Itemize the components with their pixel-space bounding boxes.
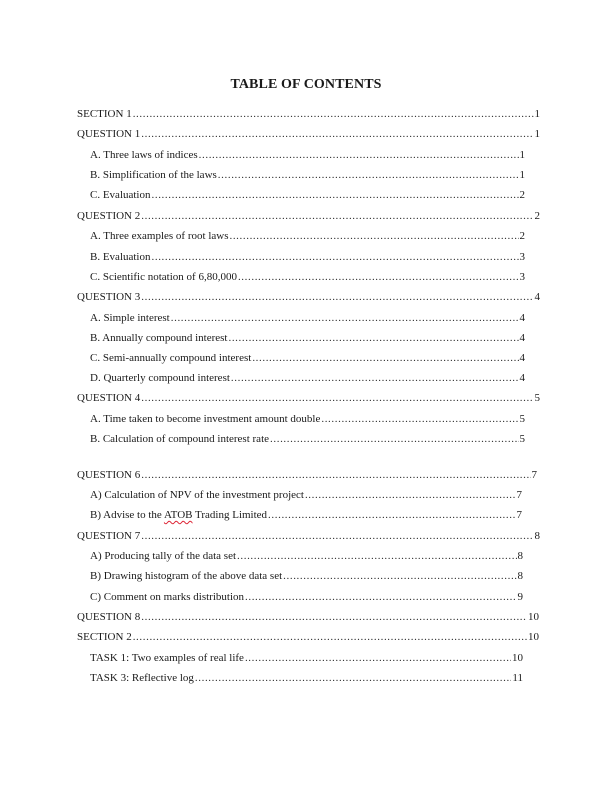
toc-page: 5: [519, 413, 525, 425]
toc-label: QUESTION 3: [77, 291, 141, 303]
toc-page: 5: [519, 433, 525, 445]
toc-page: 4: [519, 312, 525, 324]
toc-label: TASK 1: Two examples of real life: [90, 652, 244, 664]
toc-entry-question-6[interactable]: [77, 466, 537, 484]
toc-entry-q4-b[interactable]: [90, 430, 525, 448]
toc-page: 5: [534, 392, 540, 404]
toc-label: A) Producing tally of the data set: [90, 550, 237, 562]
toc-label: SECTION 1: [77, 108, 132, 120]
toc-label: B) Advise to the ATOB Trading Limited: [90, 509, 268, 521]
toc-page: 10: [528, 631, 539, 643]
toc-label: QUESTION 6: [77, 469, 141, 481]
toc-page: 2: [519, 189, 525, 201]
toc-page: 1: [519, 169, 525, 181]
toc-label: SECTION 2: [77, 631, 132, 643]
toc-entry-task-3[interactable]: [90, 669, 523, 687]
toc-page: 8: [517, 570, 523, 582]
toc-page: 9: [517, 591, 523, 603]
toc-page: 4: [519, 332, 525, 344]
toc-entry-question-7[interactable]: [77, 527, 540, 545]
toc-page: 4: [534, 291, 540, 303]
toc-entry-q7-c[interactable]: [90, 588, 523, 606]
toc-entry-q4-a[interactable]: [90, 410, 525, 428]
toc-page: 4: [519, 352, 525, 364]
toc-page: 1: [534, 128, 540, 140]
toc-page: 10: [528, 611, 539, 623]
toc-label: A. Three examples of root laws: [90, 230, 229, 242]
toc-label: B. Simplification of the laws: [90, 169, 217, 181]
toc-label: B. Evaluation: [90, 251, 151, 263]
toc-entry-q3-c[interactable]: [90, 349, 525, 367]
toc-page: 8: [517, 550, 523, 562]
toc-entry-question-1[interactable]: [77, 125, 540, 143]
toc-entry-q2-c[interactable]: [90, 268, 525, 286]
toc-label: A. Simple interest: [90, 312, 170, 324]
toc-label: D. Quarterly compound interest: [90, 372, 230, 384]
toc-entry-question-8[interactable]: [77, 608, 539, 626]
toc-page: 1: [519, 149, 525, 161]
toc-label: TASK 3: Reflective log: [90, 672, 194, 684]
toc-entry-q1-c[interactable]: [90, 186, 525, 204]
toc-entry-q6-b[interactable]: [90, 506, 522, 524]
toc-entry-q1-b[interactable]: [90, 166, 525, 184]
toc-label: B) Drawing histogram of the above data set: [90, 570, 283, 582]
toc-page: 7: [516, 489, 522, 501]
toc-entry-q7-b[interactable]: [90, 567, 523, 585]
toc-entry-q7-a[interactable]: [90, 547, 523, 565]
toc-label: A) Calculation of NPV of the investment project: [90, 489, 304, 501]
toc-entry-section-1[interactable]: [77, 105, 540, 123]
toc-label: QUESTION 8: [77, 611, 141, 623]
toc-page: 3: [519, 271, 525, 283]
toc-label: B. Annually compound interest: [90, 332, 228, 344]
toc-page: 10: [512, 652, 523, 664]
page-title: TABLE OF CONTENTS: [230, 77, 382, 92]
toc-page: 3: [519, 251, 525, 263]
toc-page: 7: [516, 509, 522, 521]
toc-entry-q3-a[interactable]: [90, 309, 525, 327]
toc-label: QUESTION 2: [77, 210, 141, 222]
toc-label: C) Comment on marks distribution: [90, 591, 244, 603]
toc-label: QUESTION 7: [77, 530, 141, 542]
toc-label: QUESTION 1: [77, 128, 141, 140]
toc-label: C. Evaluation: [90, 189, 151, 201]
toc-entry-q3-b[interactable]: [90, 329, 525, 347]
spelling-flag: ATOB: [163, 509, 193, 521]
toc-entry-question-2[interactable]: [77, 207, 540, 225]
toc-page: 4: [519, 372, 525, 384]
toc-entry-task-1[interactable]: [90, 649, 523, 667]
toc-page: 2: [534, 210, 540, 222]
toc-entry-q3-d[interactable]: [90, 369, 525, 387]
toc-label: A. Time taken to become investment amount double: [90, 413, 321, 425]
toc-page: 2: [519, 230, 525, 242]
toc-label: A. Three laws of indices: [90, 149, 198, 161]
toc-label: C. Scientific notation of 6,80,000: [90, 271, 237, 283]
toc-entry-question-3[interactable]: [77, 288, 540, 306]
toc-entry-q6-a[interactable]: [90, 486, 522, 504]
toc-label: C. Semi-annually compound interest: [90, 352, 252, 364]
toc-entry-q2-a[interactable]: [90, 227, 525, 245]
toc-entry-section-2[interactable]: [77, 628, 539, 646]
toc-label: B. Calculation of compound interest rate: [90, 433, 270, 445]
toc-label: QUESTION 4: [77, 392, 141, 404]
toc-page: 7: [531, 469, 537, 481]
toc-entry-question-4[interactable]: [77, 389, 540, 407]
toc-page: 8: [534, 530, 540, 542]
toc-page: 1: [534, 108, 540, 120]
toc-page: 11: [512, 672, 523, 684]
toc-entry-q2-b[interactable]: [90, 248, 525, 266]
toc-entry-q1-a[interactable]: [90, 146, 525, 164]
